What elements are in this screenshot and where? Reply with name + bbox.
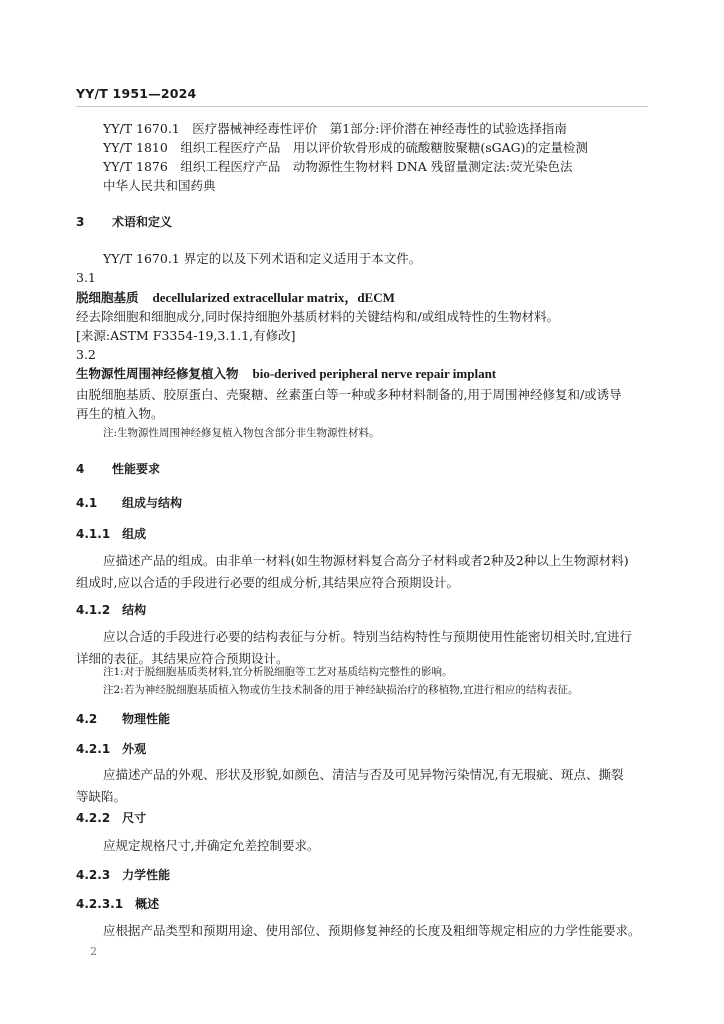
note: 注2:若为神经脱细胞基质植入物或仿生技术制备的用于神经缺损治疗的移植物,宜进行相应的结构表征。	[103, 684, 579, 696]
term-source: [来源:ASTM F3354-19,3.1.1,有修改]	[76, 328, 296, 343]
document-id-header: YY/T 1951—2024	[76, 86, 197, 101]
term-note: 注:生物源性周围神经修复植入物包含部分非生物源性材料。	[103, 427, 380, 439]
paragraph: 应根据产品类型和预期用途、使用部位、预期修复神经的长度及粗细等规定相应的力学性能要求。	[103, 923, 641, 938]
reference-item: 中华人民共和国药典	[103, 178, 216, 193]
subsection-heading: 4.1.2 结构	[76, 603, 147, 617]
term-definition: 由脱细胞基质、胶原蛋白、壳聚糖、丝素蛋白等一种或多种材料制备的,用于周围神经修复和/或诱导再生的植入物。	[76, 387, 622, 421]
subsection-heading: 4.1 组成与结构	[76, 496, 183, 510]
section-heading: 4 性能要求	[76, 462, 161, 476]
paragraph: 应以合适的手段进行必要的结构表征与分析。特别当结构特性与预期使用性能密切相关时,宜进行详细的表征。其结果应符合预期设计。	[76, 629, 632, 666]
term-number: 3.2	[76, 347, 96, 362]
subsection-heading: 4.2.2 尺寸	[76, 811, 147, 825]
paragraph: 应描述产品的组成。由非单一材料(如生物源材料复合高分子材料或者2种及2种以上生物源材料)组成时,应以合适的手段进行必要的组成分析,其结果应符合预期设计。	[76, 553, 629, 590]
page-number: 2	[90, 945, 97, 958]
section-intro: YY/T 1670.1 界定的以及下列术语和定义适用于本文件。	[103, 251, 422, 266]
subsection-heading: 4.2.3.1 概述	[76, 897, 160, 911]
term-title: 生物源性周围神经修复植入物 bio-derived peripheral nerve repair implant	[76, 366, 497, 381]
header-rule	[76, 106, 648, 107]
reference-item: YY/T 1876 组织工程医疗产品 动物源性生物材料 DNA 残留量测定法:荧光染色法	[103, 159, 573, 174]
paragraph: 应规定规格尺寸,并确定允差控制要求。	[103, 838, 320, 853]
term-title: 脱细胞基质 decellularized extracellular matrix，dECM	[76, 290, 395, 305]
reference-item: YY/T 1810 组织工程医疗产品 用以评价软骨形成的硫酸糖胺聚糖(sGAG)的定量检测	[103, 140, 589, 155]
subsection-heading: 4.1.1 组成	[76, 527, 147, 541]
reference-item: YY/T 1670.1 医疗器械神经毒性评价 第1部分:评价潜在神经毒性的试验选择指南	[103, 121, 567, 136]
section-heading: 3 术语和定义	[76, 215, 173, 229]
term-definition: 经去除细胞和细胞成分,同时保持细胞外基质材料的关键结构和/或组成特性的生物材料。	[76, 309, 560, 324]
paragraph: 应描述产品的外观、形状及形貌,如颜色、清洁与否及可见异物污染情况,有无瑕疵、斑点、撕裂等缺陷。	[76, 767, 624, 804]
subsection-heading: 4.2 物理性能	[76, 712, 171, 726]
subsection-heading: 4.2.3 力学性能	[76, 868, 171, 882]
term-number: 3.1	[76, 270, 96, 285]
note: 注1:对于脱细胞基质类材料,宜分析脱细胞等工艺对基质结构完整性的影响。	[103, 666, 453, 678]
subsection-heading: 4.2.1 外观	[76, 742, 147, 756]
